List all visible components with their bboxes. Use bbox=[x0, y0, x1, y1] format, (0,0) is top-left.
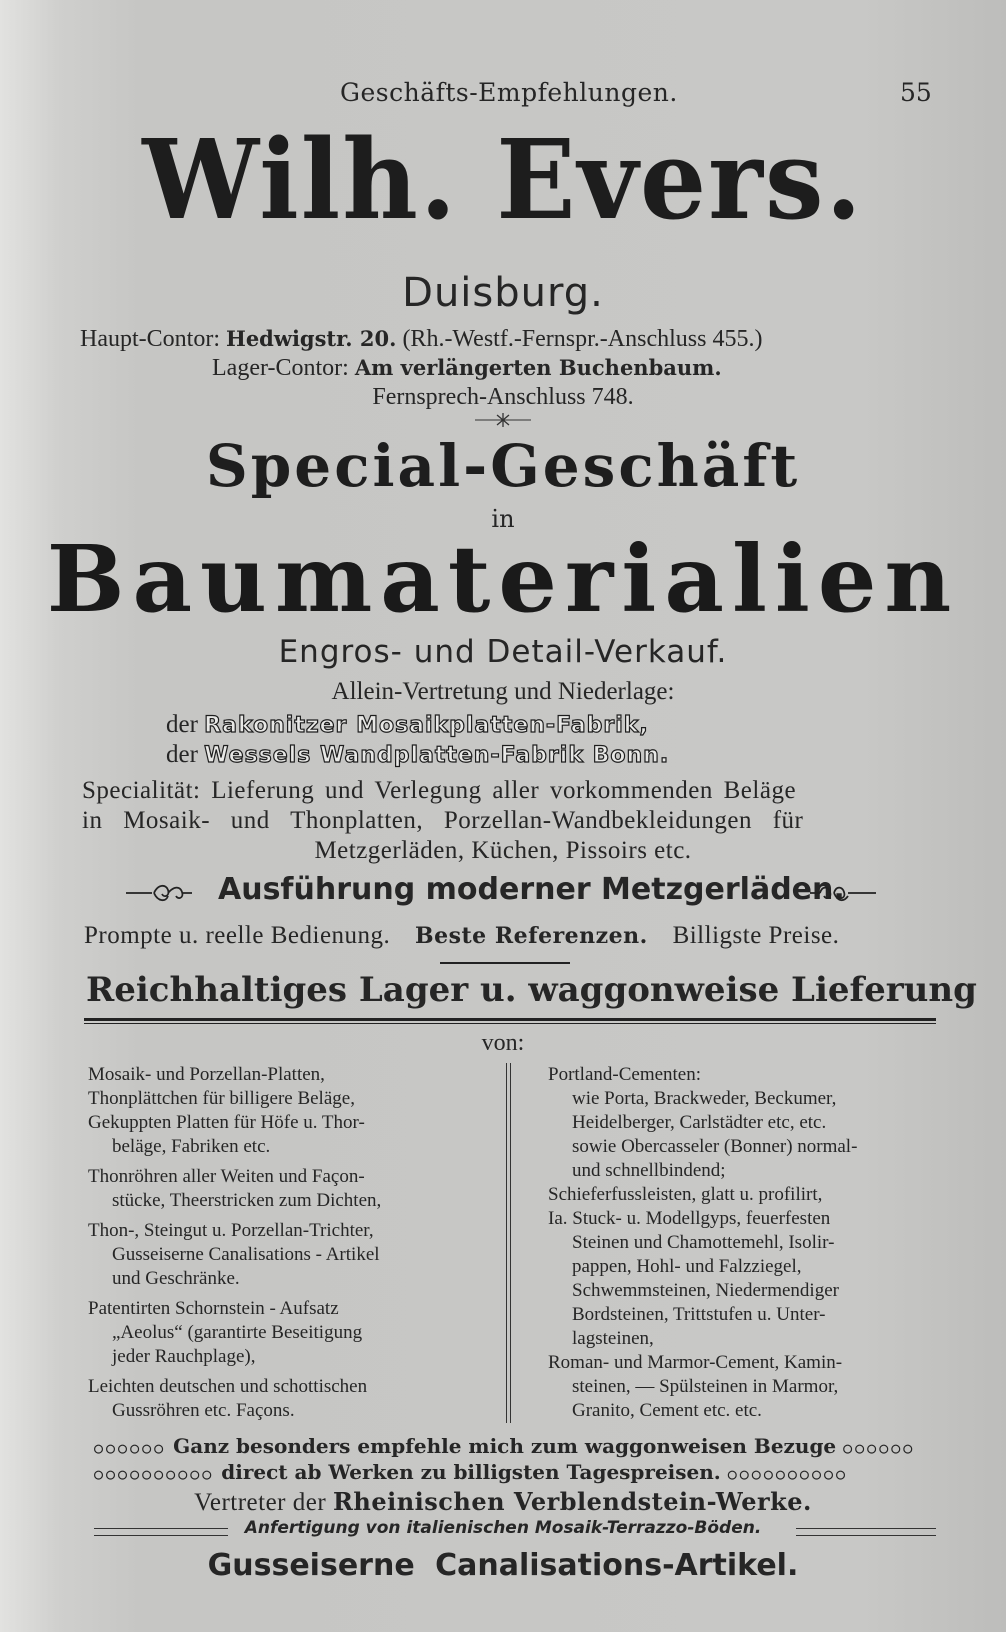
list-item: Thonplättchen für billigere Beläge, bbox=[88, 1088, 355, 1109]
vertreter-prefix: Vertreter der bbox=[194, 1489, 327, 1516]
dot-ornament-icon: ○○○○○○○○○○ bbox=[727, 1465, 849, 1483]
recommend-text-1: Ganz besonders empfehle mich zum waggonweisen Bezuge bbox=[173, 1434, 837, 1458]
engros-line: Engros- und Detail-Verkauf. bbox=[278, 634, 728, 670]
left-flourish-icon bbox=[124, 880, 194, 910]
dot-ornament-icon: ○○○○○○ bbox=[94, 1439, 167, 1457]
left-group-3 bbox=[88, 1219, 381, 1291]
column-divider-2 bbox=[510, 1063, 511, 1423]
left-group-2 bbox=[88, 1165, 381, 1213]
vertreter-name: Rheinischen Verblendstein-Werke. bbox=[332, 1487, 812, 1516]
right-column bbox=[548, 1063, 857, 1423]
right-flourish-icon bbox=[808, 880, 878, 910]
list-item: lagsteinen, bbox=[572, 1328, 654, 1349]
vertreter-line bbox=[0, 1487, 1006, 1517]
page-header-title: Geschäfts-Empfehlungen. bbox=[340, 78, 678, 107]
recommend-text-2: direct ab Werken zu billigsten Tagespreisen. bbox=[221, 1460, 721, 1484]
left-group-5 bbox=[88, 1375, 381, 1423]
page-number: 55 bbox=[900, 78, 932, 107]
company-city: Duisburg. bbox=[402, 270, 604, 316]
wessels-name: Wessels Wandplatten-Fabrik Bonn. bbox=[204, 743, 670, 768]
recommend-line-1 bbox=[94, 1434, 915, 1458]
list-item: Schwemmsteinen, Niedermendiger bbox=[572, 1280, 839, 1301]
phone-line: Fernsprech-Anschluss 748. bbox=[372, 384, 634, 410]
list-item: Roman- und Marmor-Cement, Kamin- bbox=[548, 1352, 843, 1373]
asterisk-ornament-icon bbox=[473, 411, 533, 429]
column-divider bbox=[506, 1063, 507, 1423]
list-item: Bordsteinen, Trittstufen u. Unter- bbox=[572, 1304, 826, 1325]
in-word: in bbox=[491, 505, 515, 533]
list-item: „Aeolus“ (garantirte Beseitigung bbox=[112, 1322, 363, 1343]
service-preise: Billigste Preise. bbox=[672, 922, 840, 949]
anfertigung-line: Anfertigung von italienischen Mosaik-Terrazzo-Böden. bbox=[244, 1518, 762, 1538]
list-item: pappen, Hohl- und Falzziegel, bbox=[572, 1256, 802, 1277]
subject-heading: Baumaterialien bbox=[46, 525, 960, 633]
recommend-line-2 bbox=[94, 1460, 848, 1484]
special-heading: Special-Geschäft bbox=[205, 432, 801, 500]
service-referenzen: Beste Referenzen. bbox=[415, 923, 648, 949]
list-item: jeder Rauchplage), bbox=[112, 1346, 256, 1367]
specialitaet-line-1: Specialität: Lieferung und Verlegung aller vorkommenden Beläge bbox=[82, 777, 797, 804]
list-item: Steinen und Chamottemehl, Isolir- bbox=[572, 1232, 835, 1253]
right-group-4 bbox=[548, 1351, 857, 1423]
lager-heading: Reichhaltiges Lager u. waggonweise Lieferung bbox=[86, 970, 977, 1010]
der-line-1 bbox=[166, 711, 649, 739]
short-rule bbox=[440, 962, 570, 964]
haupt-contor-phone: (Rh.-Westf.-Fernspr.-Anschluss 455.) bbox=[402, 326, 763, 352]
von-label: von: bbox=[481, 1030, 525, 1056]
der-prefix-2: der bbox=[166, 741, 198, 768]
dot-ornament-icon: ○○○○○○ bbox=[843, 1439, 916, 1457]
list-item: Gussröhren etc. Façons. bbox=[112, 1400, 295, 1421]
list-item: Leichten deutschen und schottischen bbox=[88, 1376, 368, 1397]
list-item: und Geschränke. bbox=[112, 1268, 240, 1289]
list-item: Gusseiserne Canalisations - Artikel bbox=[112, 1244, 380, 1265]
right-group-3 bbox=[548, 1207, 857, 1351]
list-item: Heidelberger, Carlstädter etc, etc. bbox=[572, 1112, 827, 1133]
der-prefix-1: der bbox=[166, 711, 198, 738]
lager-contor-address: Am verlängerten Buchenbaum. bbox=[354, 355, 722, 380]
right-double-rule bbox=[796, 1528, 936, 1536]
list-item: Schieferfussleisten, glatt u. profilirt, bbox=[548, 1184, 823, 1205]
gusseiserne-heading: Gusseiserne Canalisations-Artikel. bbox=[207, 1548, 799, 1583]
der-line-2 bbox=[166, 741, 669, 769]
specialitaet-line-2: in Mosaik- und Thonplatten, Porzellan-Wandbekleidungen für bbox=[82, 807, 804, 834]
lager-contor-line bbox=[212, 355, 722, 382]
right-group-2 bbox=[548, 1183, 857, 1207]
service-line bbox=[84, 922, 839, 950]
haupt-contor-address: Hedwigstr. 20. bbox=[225, 326, 397, 351]
haupt-contor-line bbox=[80, 326, 762, 353]
list-item: Gekuppten Platten für Höfe u. Thor- bbox=[88, 1112, 365, 1133]
list-item: wie Porta, Brackweder, Beckumer, bbox=[572, 1088, 837, 1109]
list-item: Mosaik- und Porzellan-Platten, bbox=[88, 1064, 325, 1085]
right-group-1 bbox=[548, 1063, 857, 1183]
list-item: Thonröhren aller Weiten und Façon- bbox=[88, 1166, 365, 1187]
specialitaet-line-3: Metzgerläden, Küchen, Pissoirs etc. bbox=[314, 837, 692, 864]
dot-ornament-icon: ○○○○○○○○○○ bbox=[94, 1465, 215, 1483]
left-group-4 bbox=[88, 1297, 381, 1369]
heading-underline bbox=[84, 1018, 936, 1021]
left-column bbox=[88, 1063, 381, 1423]
rakonitzer-name: Rakonitzer Mosaikplatten-Fabrik, bbox=[204, 713, 649, 738]
list-item: sowie Obercasseler (Bonner) normal- bbox=[572, 1136, 858, 1157]
lager-contor-label: Lager-Contor: bbox=[212, 355, 349, 381]
list-item: Ia. Stuck- u. Modellgyps, feuerfesten bbox=[548, 1208, 831, 1229]
list-item: Portland-Cementen: bbox=[548, 1064, 702, 1085]
list-item: Granito, Cement etc. etc. bbox=[572, 1400, 762, 1421]
list-item: beläge, Fabriken etc. bbox=[112, 1136, 271, 1157]
list-item: und schnellbindend; bbox=[572, 1160, 726, 1181]
list-item: Patentirten Schornstein - Aufsatz bbox=[88, 1298, 339, 1319]
left-group-1 bbox=[88, 1063, 381, 1159]
list-item: stücke, Theerstricken zum Dichten, bbox=[112, 1190, 382, 1211]
haupt-contor-label: Haupt-Contor: bbox=[80, 326, 220, 352]
allein-line: Allein-Vertretung und Niederlage: bbox=[331, 678, 675, 705]
company-name: Wilh. Evers. bbox=[142, 114, 864, 245]
ausfuehrung-heading: Ausführung moderner Metzgerläden. bbox=[218, 872, 845, 907]
list-item: Thon-, Steingut u. Porzellan-Trichter, bbox=[88, 1220, 374, 1241]
heading-underline-thin bbox=[84, 1023, 936, 1024]
service-prompt: Prompte u. reelle Bedienung. bbox=[84, 922, 391, 949]
list-item: steinen, — Spülsteinen in Marmor, bbox=[572, 1376, 839, 1397]
